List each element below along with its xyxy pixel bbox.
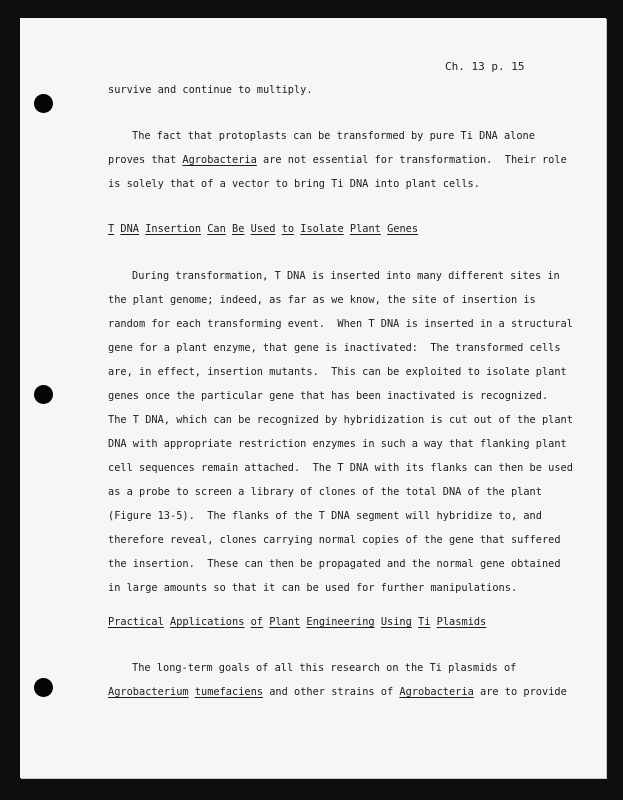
heading-word: DNA — [120, 223, 140, 235]
heading-word: Applications — [170, 616, 245, 628]
heading-word: Used — [250, 223, 276, 235]
section-heading — [108, 616, 486, 628]
text-line: therefore reveal, clones carrying normal copies of the gene that suffered — [108, 534, 561, 546]
heading-word: Plant — [269, 616, 301, 628]
text-line: The T DNA, which can be recognized by hybridization is cut out of the plant — [108, 414, 573, 426]
page-reference: Ch. 13 p. 15 — [445, 60, 525, 73]
heading-word: Plasmids — [436, 616, 487, 628]
underlined-term: Agrobacterium — [108, 686, 189, 698]
text-line — [108, 154, 567, 166]
heading-word: of — [250, 616, 264, 628]
heading-word: to — [281, 223, 295, 235]
heading-word: Engineering — [306, 616, 375, 628]
text-line: During transformation, T DNA is inserted into many different sites in — [132, 270, 560, 282]
text-span: proves that — [108, 154, 183, 166]
punch-hole-top — [34, 94, 53, 113]
text-line: the plant genome; indeed, as far as we know, the site of insertion is — [108, 294, 536, 306]
heading-word: Practical — [108, 616, 164, 628]
underlined-term: Agrobacteria — [399, 686, 474, 698]
heading-word: Genes — [387, 223, 419, 235]
text-line: are, in effect, insertion mutants. This can be exploited to isolate plant — [108, 366, 567, 378]
text-line: genes once the particular gene that has been inactivated is recognized. — [108, 390, 549, 402]
underlined-term: Agrobacteria — [182, 154, 257, 166]
heading-word: Be — [232, 223, 245, 235]
text-line: is solely that of a vector to bring Ti DNA into plant cells. — [108, 178, 480, 190]
text-line — [108, 686, 567, 698]
text-line: gene for a plant enzyme, that gene is inactivated: The transformed cells — [108, 342, 561, 354]
heading-word: Plant — [349, 223, 381, 235]
punch-hole-middle — [34, 385, 53, 404]
heading-word: Can — [207, 223, 226, 235]
heading-word: Ti — [418, 616, 431, 628]
punch-hole-bottom — [34, 678, 53, 697]
text-span: are not essential for transformation. Their role — [256, 154, 567, 166]
text-line: (Figure 13-5). The flanks of the T DNA segment will hybridize to, and — [108, 510, 542, 522]
underlined-term: tumefaciens — [194, 686, 263, 698]
text-line: in large amounts so that it can be used for further manipulations. — [108, 582, 518, 594]
text-span: are to provide — [473, 686, 567, 698]
text-line: DNA with appropriate restriction enzymes in such a way that flanking plant — [108, 438, 567, 450]
text-span: and other strains of — [263, 686, 400, 698]
text-line: The long-term goals of all this research on the Ti plasmids of — [132, 662, 517, 674]
heading-word: Isolate — [300, 223, 344, 235]
text-line: random for each transforming event. When T DNA is inserted in a structural — [108, 318, 573, 330]
heading-word: T — [108, 223, 115, 235]
section-heading — [108, 223, 418, 235]
heading-word: Insertion — [145, 223, 202, 235]
text-line: cell sequences remain attached. The T DNA with its flanks can then be used — [108, 462, 573, 474]
text-line: The fact that protoplasts can be transformed by pure Ti DNA alone — [132, 130, 535, 142]
text-line: survive and continue to multiply. — [108, 84, 313, 96]
heading-word: Using — [380, 616, 412, 628]
text-line: the insertion. These can then be propagated and the normal gene obtained — [108, 558, 561, 570]
text-line: as a probe to screen a library of clones of the total DNA of the plant — [108, 486, 542, 498]
